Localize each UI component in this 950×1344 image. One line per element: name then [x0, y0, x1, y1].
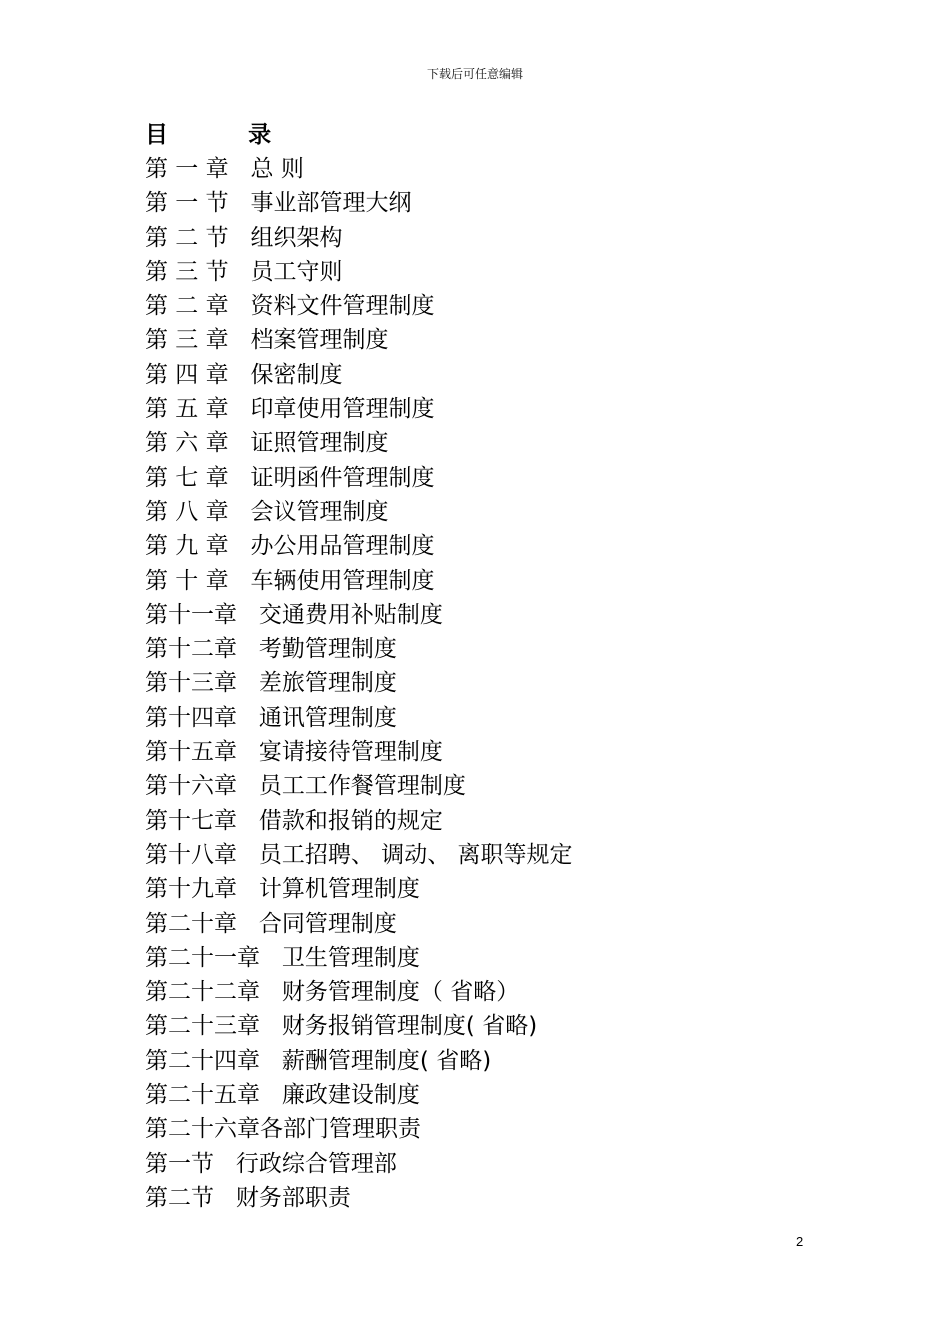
toc-entry: 第一节 行政综合管理部: [145, 1150, 397, 1177]
toc-entry: 第 二 节 组织架构: [145, 224, 343, 251]
toc-entry: 第十一章 交通费用补贴制度: [145, 601, 443, 628]
toc-list: [145, 152, 845, 1215]
toc-entry: 第十九章 计算机管理制度: [145, 876, 420, 903]
toc-entry: 第 三 章 档案管理制度: [145, 327, 389, 354]
toc-entry: 第十四章 通讯管理制度: [145, 704, 397, 731]
table-of-contents: [145, 118, 845, 1215]
toc-entry: 第二十二章 财务管理制度（ 省略）: [145, 979, 520, 1006]
toc-entry: 第二十章 合同管理制度: [145, 910, 397, 937]
toc-entry: 第十五章 宴请接待管理制度: [145, 739, 443, 766]
toc-entry: 第 八 章 会议管理制度: [145, 498, 389, 525]
toc-entry: 第 六 章 证照管理制度: [145, 430, 389, 457]
toc-entry: 第二十六章各部门管理职责: [145, 1116, 421, 1143]
toc-entry: 第二十四章 薪酬管理制度( 省略): [145, 1047, 492, 1074]
toc-entry: 第 二 章 资料文件管理制度: [145, 293, 435, 320]
toc-entry: 第十三章 差旅管理制度: [145, 670, 397, 697]
toc-entry: 第十二章 考勤管理制度: [145, 636, 397, 663]
toc-entry: 第 四 章 保密制度: [145, 361, 343, 388]
toc-entry: 第 五 章 印章使用管理制度: [145, 396, 435, 423]
page-number: 2: [796, 1234, 804, 1249]
toc-entry: 第 一 章 总 则: [145, 156, 304, 182]
toc-entry: 第十八章 员工招聘、 调动、 离职等规定: [145, 841, 573, 868]
toc-entry: 第二十一章 卫生管理制度: [145, 944, 420, 971]
toc-entry: 第十七章 借款和报销的规定: [145, 807, 443, 834]
toc-title: 目 录: [145, 122, 272, 148]
toc-entry: 第 九 章 办公用品管理制度: [145, 533, 435, 560]
toc-entry: 第二节 财务部职责: [145, 1184, 351, 1211]
toc-entry: 第 七 章 证明函件管理制度: [145, 464, 435, 491]
toc-entry: 第十六章 员工工作餐管理制度: [145, 773, 466, 800]
toc-entry: 第 三 节 员工守则: [145, 258, 343, 285]
toc-entry: 第二十五章 廉政建设制度: [145, 1082, 420, 1109]
toc-entry: 第 十 章 车辆使用管理制度: [145, 567, 435, 594]
toc-entry: 第 一 节 事业部管理大纲: [145, 190, 412, 217]
page-header: 下载后可任意编辑: [426, 67, 523, 81]
toc-entry: 第二十三章 财务报销管理制度( 省略): [145, 1013, 538, 1040]
